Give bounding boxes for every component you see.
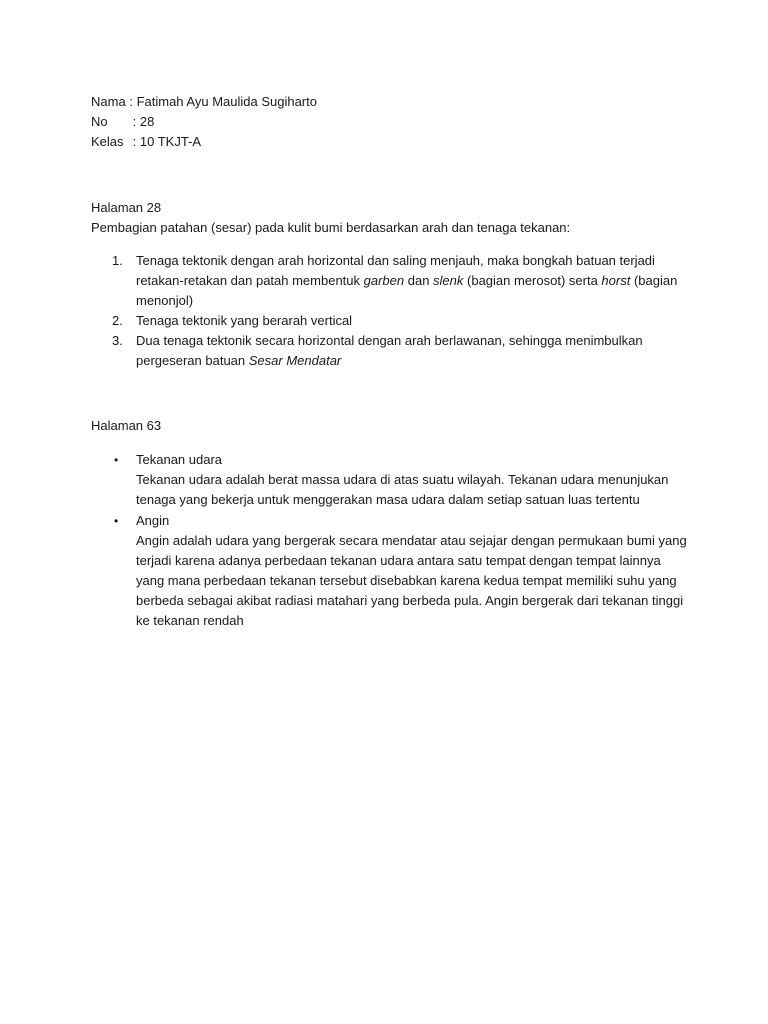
- item1-text-d: (bagian: [630, 273, 678, 288]
- bullet2-line1: Angin adalah udara yang bergerak secara mendatar atau sejajar dengan permukaan bumi yang: [136, 533, 687, 548]
- section1-heading: Halaman 28: [91, 200, 162, 215]
- bullet1-line1: Tekanan udara adalah berat massa udara di atas suatu wilayah. Tekanan udara menunjukan: [136, 472, 669, 487]
- item2-line1: Tenaga tektonik yang berarah vertical: [136, 313, 353, 328]
- nama-line: [91, 92, 317, 112]
- item1-number: 1.: [112, 253, 123, 268]
- item1-text-a: retakan-retakan dan patah membentuk: [136, 273, 364, 288]
- nama-separator: :: [129, 94, 133, 109]
- item1-line1: Tenaga tektonik dengan arah horizontal dan saling menjauh, maka bongkah batuan terjadi: [136, 253, 655, 268]
- no-line: [91, 112, 154, 132]
- item1-text-b: dan: [404, 273, 434, 288]
- bullet2-line4: berbeda sebagai akibat radiasi matahari yang berbeda pula. Angin bergerak dari tekanan tinggi: [136, 593, 684, 608]
- bullet-icon: •: [114, 514, 119, 528]
- item3-text-a: pergeseran batuan: [136, 353, 249, 368]
- horst-term: horst: [601, 273, 631, 288]
- item1-text-c: (bagian merosot) serta: [463, 273, 602, 288]
- nama-value: Fatimah Ayu Maulida Sugiharto: [136, 94, 317, 109]
- section1-intro: Pembagian patahan (sesar) pada kulit bumi berdasarkan arah dan tenaga tekanan:: [91, 220, 571, 235]
- slenk-term: slenk: [433, 273, 464, 288]
- item1-line2: [136, 271, 677, 291]
- no-value: 28: [139, 114, 155, 129]
- bullet2-line5: ke tekanan rendah: [136, 613, 244, 628]
- bullet1-line2: tenaga yang bekerja untuk menggerakan masa udara dalam setiap satuan luas tertentu: [136, 492, 640, 507]
- sesar-mendatar-term: Sesar Mendatar: [248, 353, 342, 368]
- nama-label: Nama: [91, 94, 126, 109]
- section2-heading: Halaman 63: [91, 418, 162, 433]
- no-separator: :: [132, 114, 137, 129]
- bullet2-line3: yang mana perbedaan tekanan tersebut disebabkan karena kedua tempat memiliki suhu yang: [136, 573, 677, 588]
- item1-line3: menonjol): [136, 293, 194, 308]
- garben-term: garben: [363, 273, 405, 288]
- item3-line1: Dua tenaga tektonik secara horizontal dengan arah berlawanan, sehingga menimbulkan: [136, 333, 643, 348]
- bullet2-line2: terjadi karena adanya perbedaan tekanan udara antara satu tempat dengan tempat lainnya: [136, 553, 661, 568]
- kelas-label: Kelas: [91, 134, 124, 149]
- item3-number: 3.: [112, 333, 123, 348]
- item3-line2: [136, 351, 341, 371]
- bullet2-title: Angin: [136, 513, 170, 528]
- kelas-separator: :: [132, 134, 137, 149]
- no-label: No: [91, 114, 108, 129]
- bullet-icon: •: [114, 453, 119, 467]
- item2-number: 2.: [112, 313, 123, 328]
- kelas-value: 10 TKJT-A: [139, 134, 202, 149]
- kelas-line: [91, 132, 201, 152]
- bullet1-title: Tekanan udara: [136, 452, 223, 467]
